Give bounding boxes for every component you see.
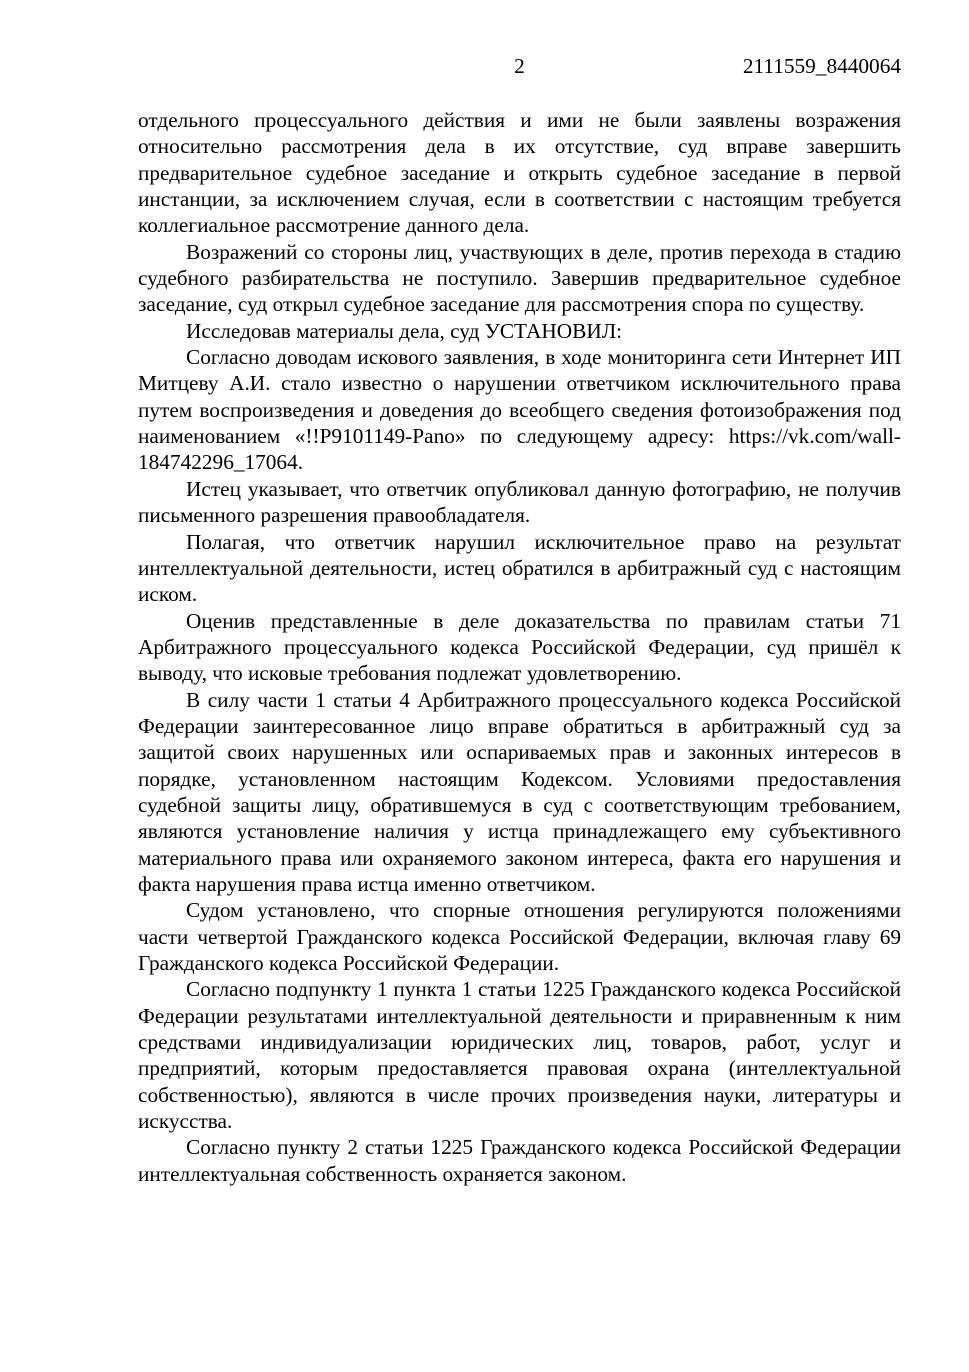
paragraph: Полагая, что ответчик нарушил исключительное право на результат интеллектуальной деятельности, истец обратился в арбитражный суд с настоящим иском. <box>138 529 901 607</box>
paragraph: Согласно доводам искового заявления, в ходе мониторинга сети Интернет ИП Митцеву А.И. стало известно о нарушении ответчиком исключительного права путем воспроизведения и доведения до всеобщего сведения фотоизображения под наименованием «!!P9101149-Pano» по следующему адресу: https://vk.com/wall-184742296_17064. <box>138 345 901 475</box>
paragraph: Судом установлено, что спорные отношения регулируются положениями части четвертой Гражданского кодекса Российской Федерации, включая главу 69 Гражданского кодекса Российской Федерации. <box>138 898 901 975</box>
paragraph: отдельного процессуального действия и ими не были заявлены возражения относительно рассмотрения дела в их отсутствие, суд вправе завершить предварительное судебное заседание и открыть судебное заседание в первой инстанции, за исключением случая, если в соответствии с настоящим требуется коллегиальное рассмотрение данного дела. <box>138 108 901 238</box>
page-header <box>138 53 901 81</box>
paragraph: Истец указывает, что ответчик опубликовал данную фотографию, не получив письменного разрешения правообладателя. <box>138 476 901 528</box>
paragraph: В силу части 1 статьи 4 Арбитражного процессуального кодекса Российской Федерации заинтересованное лицо вправе обратиться в арбитражный суд за защитой своих нарушенных или оспариваемых прав и законных интересов в порядке, установленном настоящим Кодексом. Условиями предоставления судебной защиты лицу, обратившемуся в суд с соответствующим требованием, являются установление наличия у истца принадлежащего ему субъективного материального права или охраняемого законом интереса, факта его нарушения и факта нарушения права истца именно ответчиком. <box>138 687 901 896</box>
document-body <box>138 107 901 1187</box>
document-id: 2111559_8440064 <box>742 54 901 78</box>
paragraph: Согласно пункту 2 статьи 1225 Гражданского кодекса Российской Федерации интеллектуальная собственность охраняется законом. <box>138 1135 901 1186</box>
page-number: 2 <box>514 54 525 78</box>
paragraph: Возражений со стороны лиц, участвующих в деле, против перехода в стадию судебного разбирательства не поступило. Завершив предварительное судебное заседание, суд открыл судебное заседание для рассмотрения спора по существу. <box>138 239 901 317</box>
paragraph: Оценив представленные в деле доказательства по правилам статьи 71 Арбитражного процессуального кодекса Российской Федерации, суд пришёл к выводу, что исковые требования подлежат удовлетворению. <box>138 608 901 686</box>
paragraph: Согласно подпункту 1 пункта 1 статьи 1225 Гражданского кодекса Российской Федерации результатами интеллектуальной деятельности и приравненным к ним средствами индивидуализации юридических лиц, товаров, работ, услуг и предприятий, которым предоставляется правовая охрана (интеллектуальной собственностью), являются в числе прочих произведения науки, литературы и искусства. <box>138 977 901 1134</box>
paragraph: Исследовав материалы дела, суд УСТАНОВИЛ: <box>186 318 623 343</box>
